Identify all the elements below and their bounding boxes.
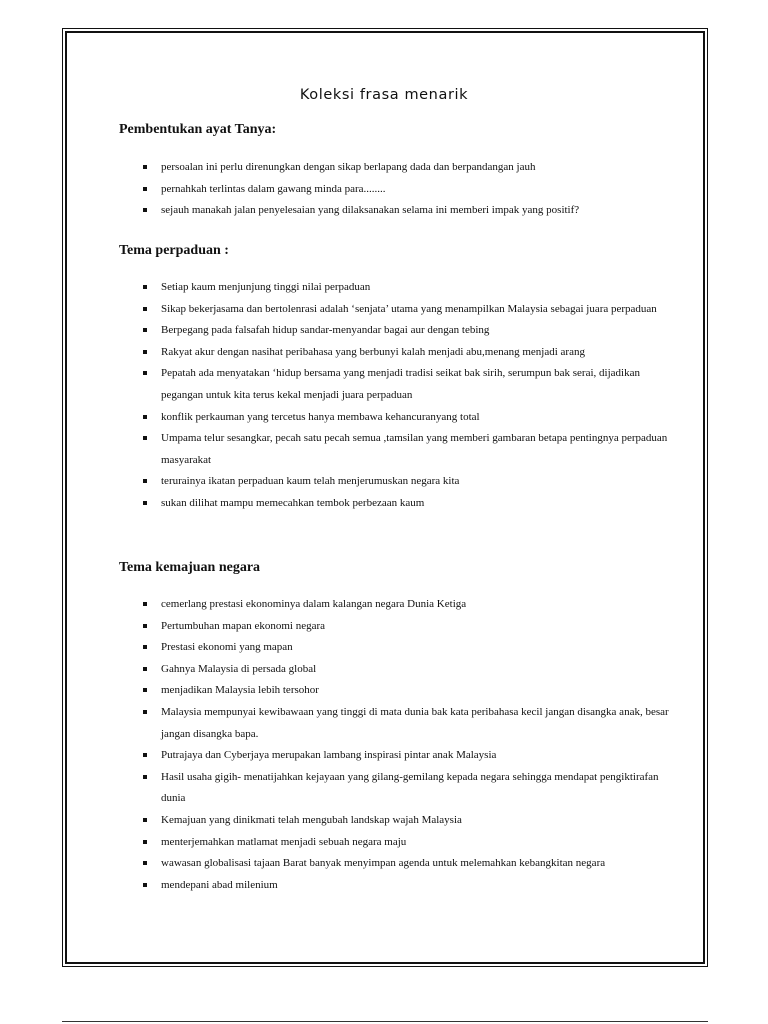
list-item: Prestasi ekonomi yang mapan [119, 637, 679, 659]
list-item: menterjemahkan matlamat menjadi sebuah negara maju [119, 832, 679, 854]
list-item: Hasil usaha gigih- menatijahkan kejayaan yang gilang-gemilang kepada negara sehingga mendapat pengiktirafan dunia [119, 767, 679, 810]
bullet-icon [143, 775, 147, 779]
bullet-icon [143, 710, 147, 714]
list-item: Malaysia mempunyai kewibawaan yang tinggi di mata dunia bak kata peribahasa kecil jangan disangka anak, besar jangan disangka bapa. [119, 702, 679, 745]
list-item: menjadikan Malaysia lebih tersohor [119, 680, 679, 702]
bullet-icon [143, 818, 147, 822]
section-heading-ayat-tanya: Pembentukan ayat Tanya: [119, 122, 277, 137]
list-item: Berpegang pada falsafah hidup sandar-menyandar bagai aur dengan tebing [119, 320, 679, 342]
bullet-icon [143, 208, 147, 212]
section-heading-perpaduan: Tema perpaduan : [119, 243, 229, 258]
bullet-icon [143, 883, 147, 887]
bullet-icon [143, 753, 147, 757]
bullet-icon [143, 602, 147, 606]
bullet-icon [143, 645, 147, 649]
list-item: sejauh manakah jalan penyelesaian yang dilaksanakan selama ini memberi impak yang positif? [119, 200, 679, 222]
list-item: Sikap bekerjasama dan bertolenrasi adalah ‘senjata’ utama yang menampilkan Malaysia sebagai juara perpaduan [119, 299, 679, 321]
bullet-icon [143, 307, 147, 311]
list-item: Pepatah ada menyatakan ‘hidup bersama yang menjadi tradisi seikat bak sirih, serumpun bak serai, dijadikan pegangan untuk kita terus kekal menjadi juara perpaduan [119, 363, 679, 406]
list-item: mendepani abad milenium [119, 875, 679, 897]
list-ayat-tanya [119, 157, 679, 222]
list-item: Putrajaya dan Cyberjaya merupakan lambang inspirasi pintar anak Malaysia [119, 745, 679, 767]
list-item: wawasan globalisasi tajaan Barat banyak menyimpan agenda untuk melemahkan kebangkitan negara [119, 853, 679, 875]
list-item: pernahkah terlintas dalam gawang minda para........ [119, 179, 679, 201]
page-footer-rule [62, 1021, 708, 1022]
bullet-icon [143, 688, 147, 692]
bullet-icon [143, 415, 147, 419]
list-item: Pertumbuhan mapan ekonomi negara [119, 616, 679, 638]
bullet-icon [143, 187, 147, 191]
document-title: Koleksi frasa menarik [299, 87, 469, 103]
section-heading-kemajuan-negara: Tema kemajuan negara [119, 560, 261, 575]
list-item: Setiap kaum menjunjung tinggi nilai perpaduan [119, 277, 679, 299]
bullet-icon [143, 285, 147, 289]
list-item: Kemajuan yang dinikmati telah mengubah landskap wajah Malaysia [119, 810, 679, 832]
list-item: cemerlang prestasi ekonominya dalam kalangan negara Dunia Ketiga [119, 594, 679, 616]
bullet-icon [143, 667, 147, 671]
bullet-icon [143, 624, 147, 628]
list-item: Rakyat akur dengan nasihat peribahasa yang berbunyi kalah menjadi abu,menang menjadi arang [119, 342, 679, 364]
list-item: Umpama telur sesangkar, pecah satu pecah semua ,tamsilan yang memberi gambaran betapa pentingnya perpaduan masyarakat [119, 428, 679, 471]
list-item: terurainya ikatan perpaduan kaum telah menjerumuskan negara kita [119, 471, 679, 493]
bullet-icon [143, 840, 147, 844]
bullet-icon [143, 328, 147, 332]
list-perpaduan [119, 277, 679, 515]
bullet-icon [143, 501, 147, 505]
bullet-icon [143, 436, 147, 440]
list-item: sukan dilihat mampu memecahkan tembok perbezaan kaum [119, 493, 679, 515]
bullet-icon [143, 371, 147, 375]
bullet-icon [143, 350, 147, 354]
bullet-icon [143, 479, 147, 483]
list-item: Gahnya Malaysia di persada global [119, 659, 679, 681]
list-kemajuan-negara [119, 594, 679, 896]
bullet-icon [143, 861, 147, 865]
list-item: persoalan ini perlu direnungkan dengan sikap berlapang dada dan berpandangan jauh [119, 157, 679, 179]
bullet-icon [143, 165, 147, 169]
list-item: konflik perkauman yang tercetus hanya membawa kehancuranyang total [119, 407, 679, 429]
